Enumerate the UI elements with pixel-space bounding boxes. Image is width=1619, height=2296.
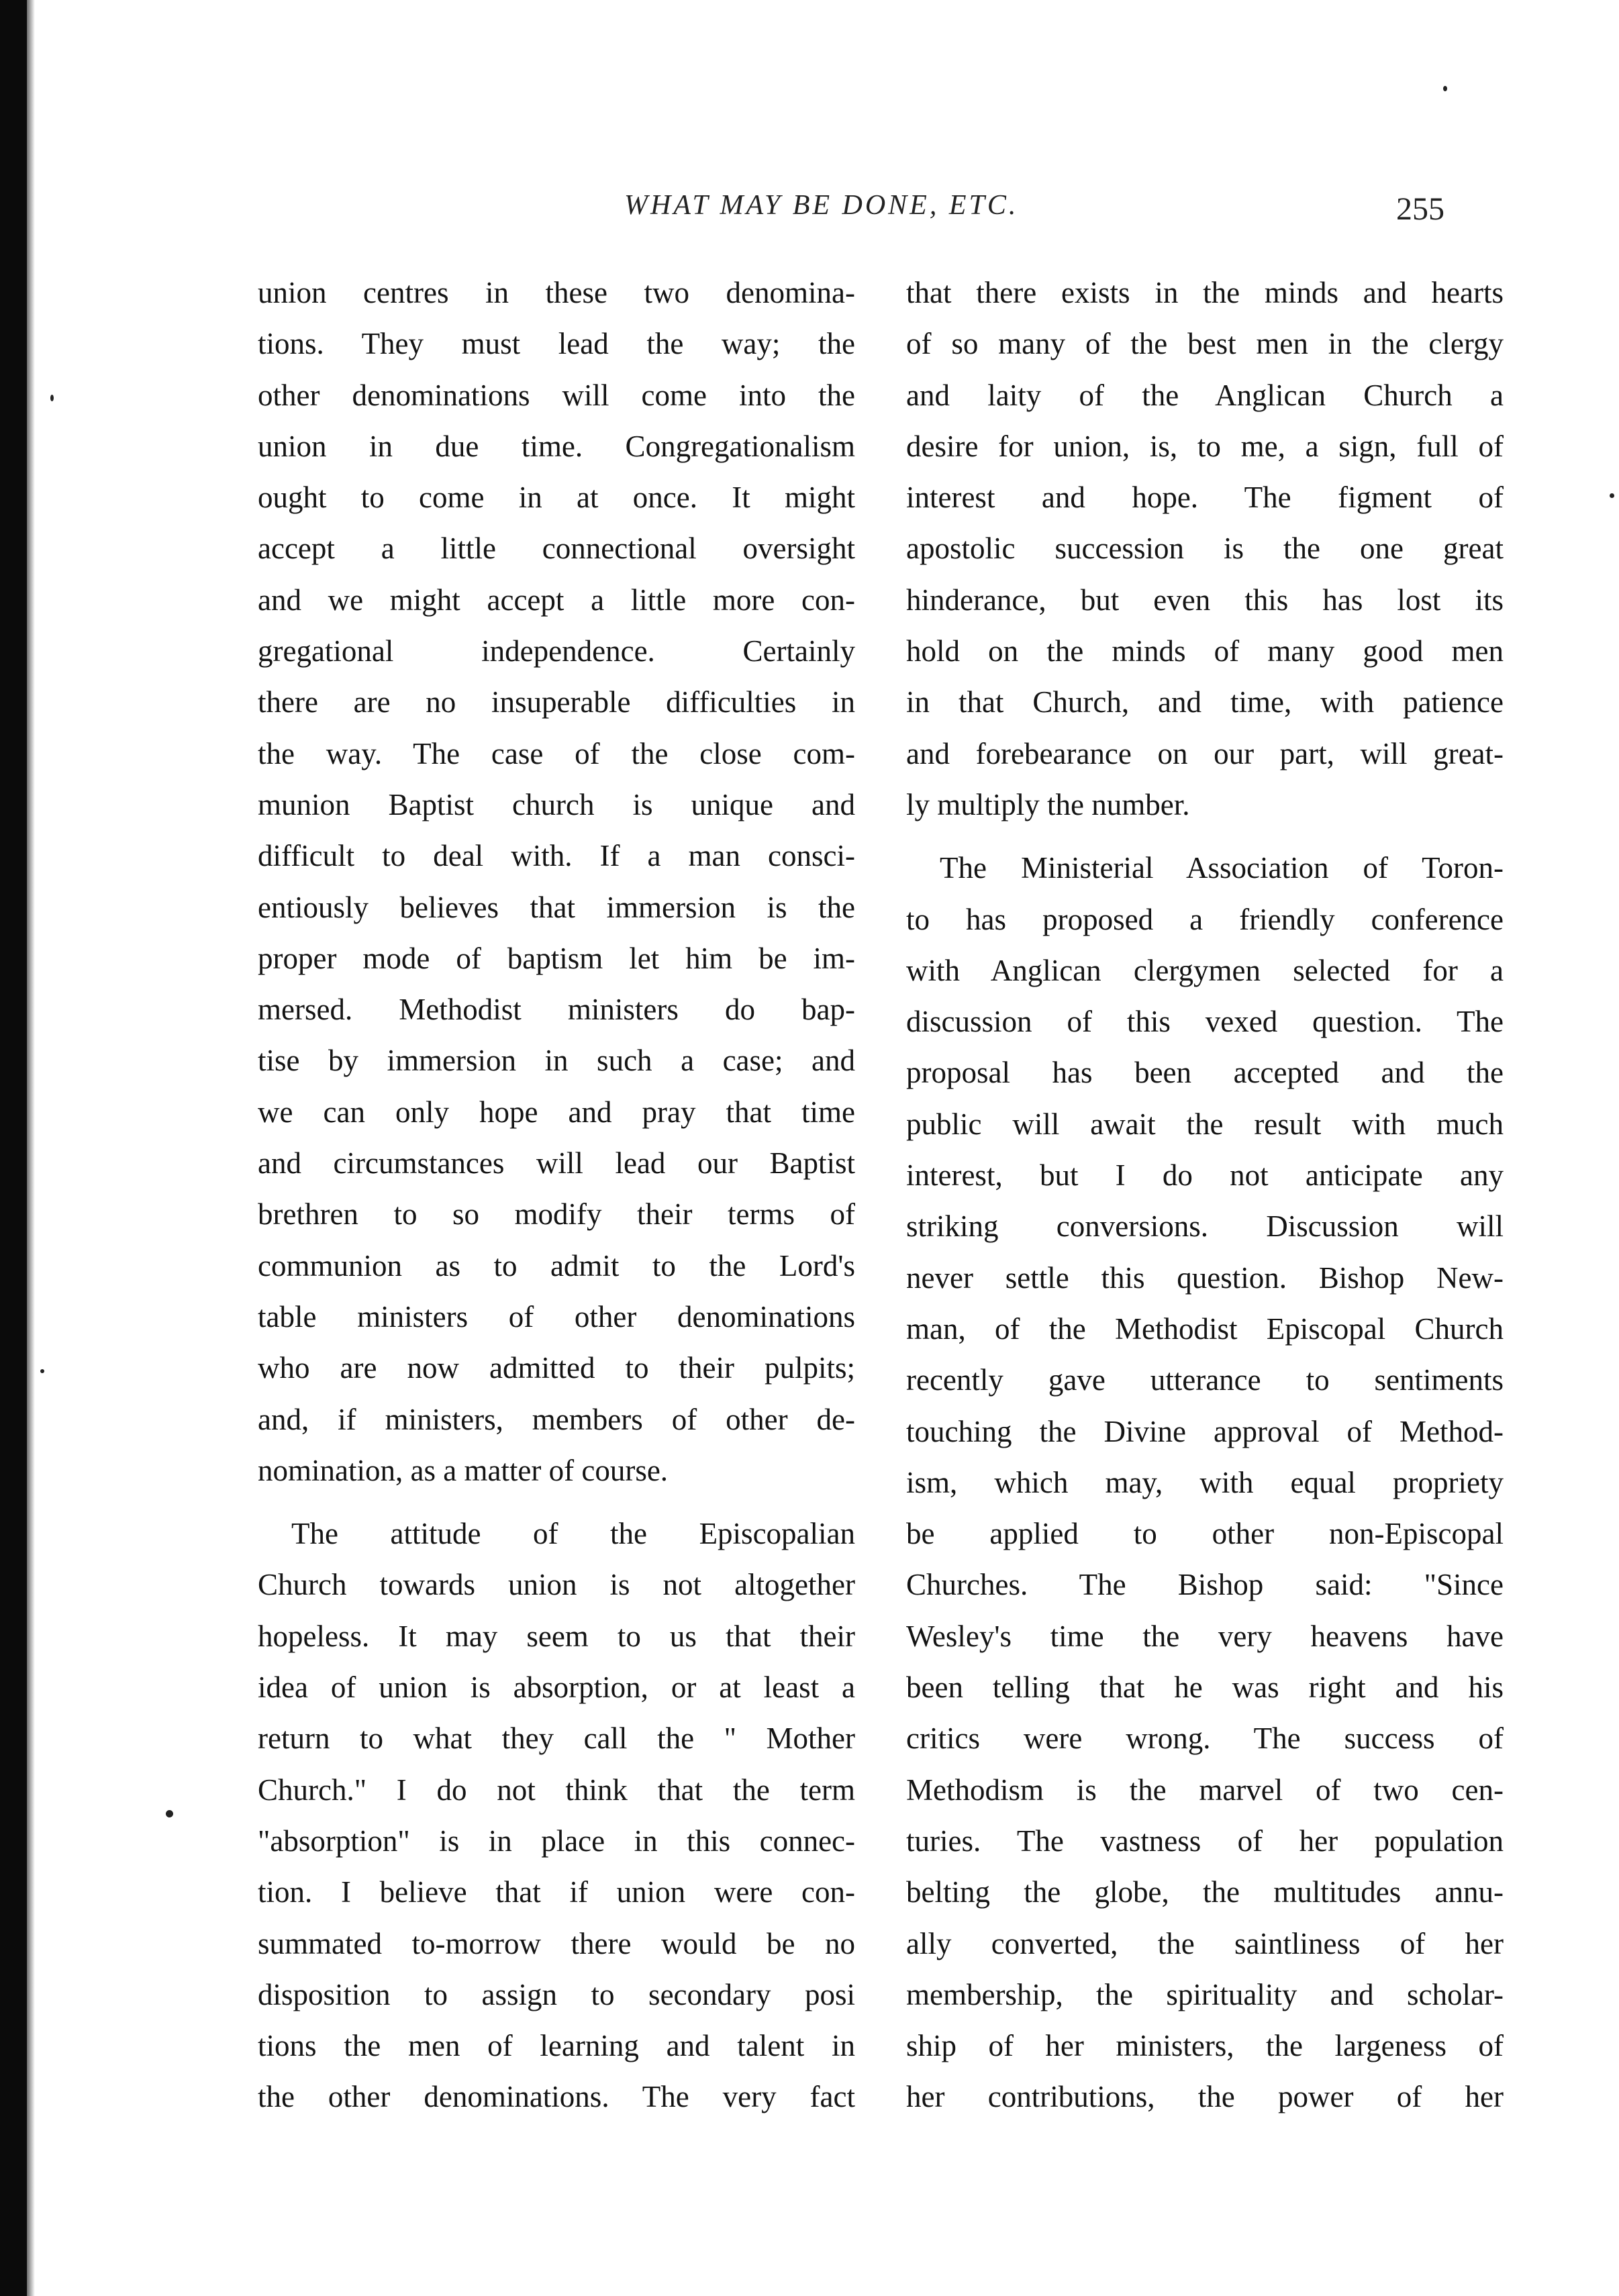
text-line: be applied to other non-Episcopal — [906, 1517, 1504, 1551]
text-line: disposition to assign to secondary posi — [258, 1977, 855, 2011]
running-head: WHAT MAY BE DONE, ETC. — [624, 190, 1019, 221]
text-line: mersed. Methodist ministers do bap- — [258, 993, 855, 1027]
text-line: proposal has been accepted and the — [906, 1056, 1504, 1090]
scan-speck — [1443, 86, 1447, 91]
text-line: that there exists in the minds and hearts — [906, 276, 1504, 309]
text-line: hinderance, but even this has lost its — [906, 583, 1504, 617]
text-line: turies. The vastness of her population — [906, 1824, 1504, 1858]
paragraph — [906, 842, 1504, 2122]
text-line: of so many of the best men in the clergy — [906, 327, 1504, 361]
text-line: desire for union, is, to me, a sign, full of — [906, 429, 1504, 463]
text-line: and we might accept a little more con- — [258, 583, 855, 617]
text-line: difficult to deal with. If a man consci- — [258, 839, 855, 873]
text-line: we can only hope and pray that time — [258, 1095, 855, 1129]
text-line: communion as to admit to the Lord's — [258, 1248, 855, 1283]
text-line: tions. They must lead the way; the — [258, 327, 855, 361]
text-line: striking conversions. Discussion will — [906, 1209, 1504, 1244]
text-line: idea of union is absorption, or at least a — [258, 1670, 855, 1705]
text-line: munion Baptist church is unique and — [258, 787, 855, 821]
text-line: proper mode of baptism let him be im- — [258, 941, 855, 975]
text-line: tise by immersion in such a case; and — [258, 1044, 855, 1078]
text-line: Church." I do not think that the term — [258, 1773, 855, 1807]
text-line: The Ministerial Association of Toron- — [940, 851, 1504, 885]
text-line: with Anglican clergymen selected for a — [906, 953, 1504, 987]
text-line: summated to-morrow there would be no — [258, 1926, 855, 1960]
text-line: her contributions, the power of her — [906, 2080, 1504, 2114]
text-line: The attitude of the Episcopalian — [291, 1517, 855, 1551]
text-line: public will await the result with much — [906, 1107, 1504, 1141]
text-line: Church towards union is not altogether — [258, 1568, 855, 1602]
text-line: critics were wrong. The success of — [906, 1721, 1504, 1756]
text-line: table ministers of other denominations — [258, 1299, 855, 1334]
text-line: to has proposed a friendly conference — [906, 902, 1504, 936]
text-line: the way. The case of the close com- — [258, 736, 855, 770]
text-line: nomination, as a matter of course. — [258, 1453, 669, 1487]
binding-shadow-gradient — [27, 0, 35, 2296]
text-line: been telling that he was right and his — [906, 1670, 1504, 1705]
text-line: discussion of this vexed question. The — [906, 1005, 1504, 1039]
text-line: recently gave utterance to sentiments — [906, 1363, 1504, 1397]
paragraph — [906, 267, 1504, 830]
paragraph-gap — [258, 1496, 855, 1508]
text-line: interest, but I do not anticipate any — [906, 1158, 1504, 1193]
left-column — [258, 267, 855, 2123]
text-line: ism, which may, with equal propriety — [906, 1465, 1504, 1499]
text-line: never settle this question. Bishop New- — [906, 1260, 1504, 1295]
text-line: brethren to so modify their terms of — [258, 1197, 855, 1232]
scan-speck — [166, 1810, 173, 1817]
text-line: other denominations will come into the — [258, 378, 855, 412]
text-line: ly multiply the number. — [906, 787, 1190, 821]
text-line: union centres in these two denomina- — [258, 276, 855, 309]
text-line: ally converted, the saintliness of her — [906, 1926, 1504, 1960]
text-line: in that Church, and time, with patience — [906, 685, 1504, 719]
text-line: membership, the spirituality and scholar- — [906, 1977, 1504, 2011]
text-line: accept a little connectional oversight — [258, 532, 855, 566]
binding-shadow — [0, 0, 27, 2296]
text-line: tion. I believe that if union were con- — [258, 1875, 855, 1909]
paragraph — [258, 1508, 855, 2123]
scan-speck — [40, 1369, 44, 1373]
text-line: and forebearance on our part, will great- — [906, 736, 1504, 770]
text-line: union in due time. Congregationalism — [258, 429, 855, 463]
text-line: and laity of the Anglican Church a — [906, 378, 1504, 412]
scan-speck — [1610, 493, 1614, 498]
page-number: 255 — [1396, 191, 1444, 227]
right-column — [906, 267, 1504, 2123]
text-line: and circumstances will lead our Baptist — [258, 1146, 855, 1181]
text-line: and, if ministers, members of other de- — [258, 1402, 855, 1436]
text-line: there are no insuperable difficulties in — [258, 685, 855, 719]
text-line: apostolic succession is the one great — [906, 532, 1504, 566]
text-line: hold on the minds of many good men — [906, 634, 1504, 668]
paragraph-gap — [906, 830, 1504, 842]
paragraph — [258, 267, 855, 1496]
text-line: the other denominations. The very fact — [258, 2080, 855, 2114]
text-line: gregational independence. Certainly — [258, 634, 855, 668]
text-line: Wesley's time the very heavens have — [906, 1619, 1504, 1653]
text-line: touching the Divine approval of Method- — [906, 1414, 1504, 1448]
text-line: ship of her ministers, the largeness of — [906, 2029, 1504, 2063]
text-line: tions the men of learning and talent in — [258, 2029, 855, 2063]
text-line: "absorption" is in place in this connec- — [258, 1824, 855, 1858]
text-line: who are now admitted to their pulpits; — [258, 1351, 855, 1385]
text-line: ought to come in at once. It might — [258, 481, 855, 515]
text-line: Churches. The Bishop said: "Since — [906, 1568, 1504, 1602]
text-line: interest and hope. The figment of — [906, 481, 1504, 515]
scan-speck — [50, 395, 54, 401]
text-line: Methodism is the marvel of two cen- — [906, 1773, 1504, 1807]
text-line: hopeless. It may seem to us that their — [258, 1619, 855, 1653]
text-line: man, of the Methodist Episcopal Church — [906, 1311, 1504, 1346]
text-line: entiously believes that immersion is the — [258, 890, 855, 924]
text-line: return to what they call the " Mother — [258, 1721, 855, 1756]
text-line: belting the globe, the multitudes annu- — [906, 1875, 1504, 1909]
